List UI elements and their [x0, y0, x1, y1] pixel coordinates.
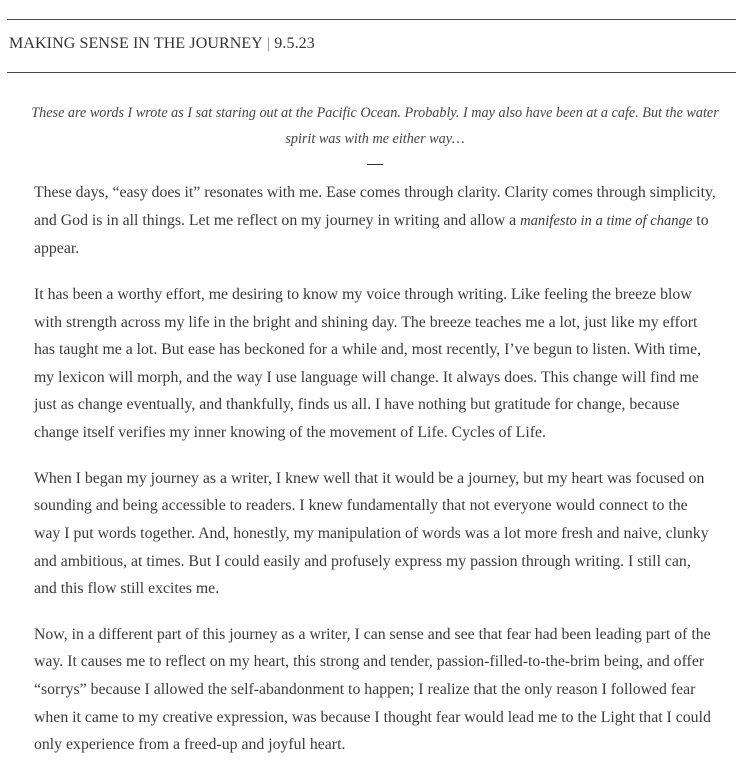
paragraph-1-after: to appear.	[34, 211, 709, 258]
post-title: MAKING SENSE IN THE JOURNEY	[9, 35, 263, 52]
paragraph-1	[34, 179, 716, 263]
paragraph-4: Now, in a different part of this journey as a writer, I can sense and see that fear had been leading part of the way. It causes me to reflect on my heart, this strong and tender, passion-filled-to-the-brim being, and offer “sorrys” because I allowed the self-abandonment to happen; I realize that the only reason I followed fear when it came to my creative expression, was because I thought fear would lead me to the Light that I could only experience from a freed-up and joyful heart.	[34, 625, 711, 754]
paragraph-2: It has been a worthy effort, me desiring to know my voice through writing. Like feeling the breeze blow with strength across my life in the bright and shining day. The breeze teaches me a lot, just like my effort has taught me a lot. But ease has beckoned for a while and, most recently, I’ve begun to listen. With time, my lexicon will morph, and the way I use language will change. It always does. This change will find me just as change eventually, and thankfully, finds us all. I have nothing but gratitude for change, because change itself verifies my inner knowing of the movement of Life. Cycles of Life.	[34, 285, 702, 441]
paragraph-1-before: These days, “easy does it” resonates with me. Ease comes through clarity. Clarity comes through simplicity, and God is in all things. Let me reflect on my journey in writing and allow a	[34, 184, 716, 229]
post-date: 9.5.23	[274, 35, 315, 52]
post-header	[9, 35, 315, 53]
section-divider	[367, 164, 383, 165]
header-top-rule	[7, 19, 736, 20]
header-bottom-rule	[7, 72, 736, 73]
manifesto-emphasis: manifesto in a time of change	[520, 212, 693, 229]
paragraph-3: When I began my journey as a writer, I knew well that it would be a journey, but my heart was focused on sounding and being accessible to readers. I knew fundamentally that not everyone would connect to the way I put words together. And, honestly, my manipulation of words was a lot more fresh and naive, clunky and ambitious, at times. But I could easily and profusely express my passion through writing. I still can, and this flow still excites me.	[34, 469, 709, 598]
header-separator: |	[266, 35, 271, 52]
post-body	[34, 179, 716, 777]
intro-note: These are words I wrote as I sat staring out at the Pacific Ocean. Probably. I may also have been at a cafe. But the water spirit was with me either way…	[31, 105, 719, 147]
